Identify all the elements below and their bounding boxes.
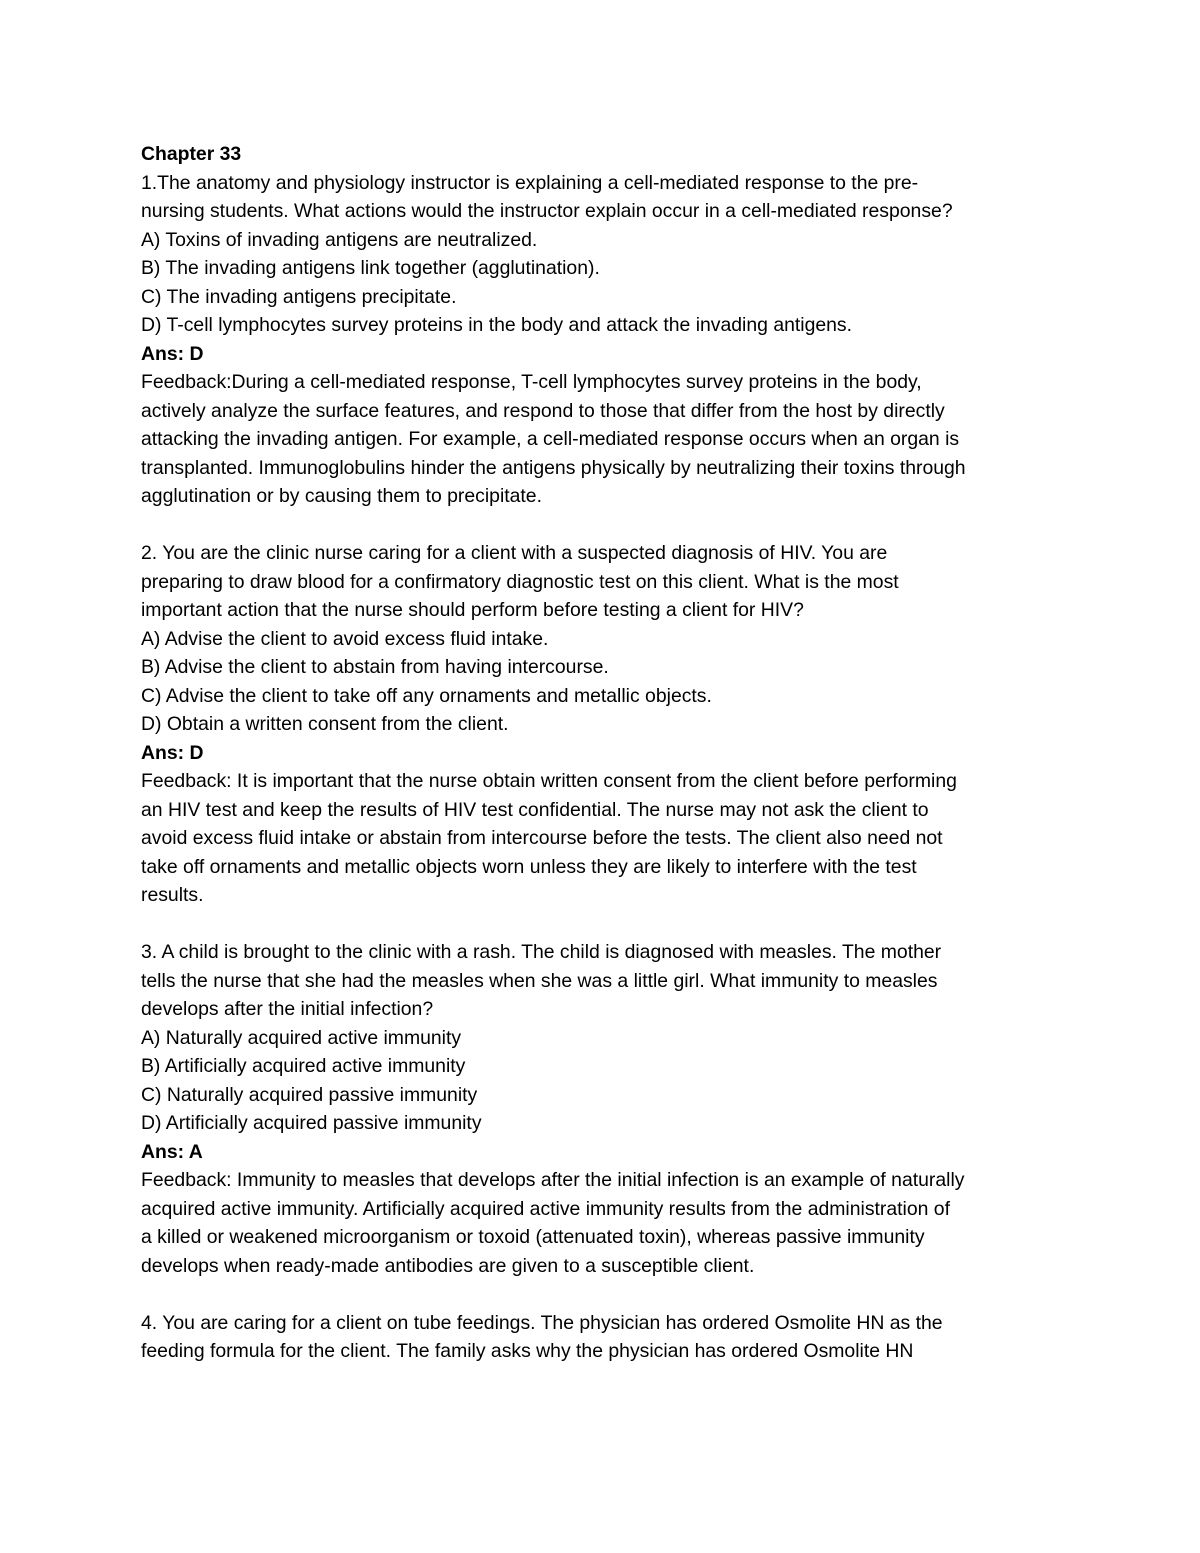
feedback-line: actively analyze the surface features, and respond to those that differ from the host by directly xyxy=(141,399,945,422)
question-stem-line: 3. A child is brought to the clinic with a rash. The child is diagnosed with measles. The mother xyxy=(141,941,942,963)
question-stem-line: 1.The anatomy and physiology instructor is explaining a cell-mediated response to the pre- xyxy=(141,171,919,194)
question-stem-line: important action that the nurse should perform before testing a client for HIV? xyxy=(141,599,804,621)
chapter-heading: Chapter 33 xyxy=(141,143,242,165)
question-2 xyxy=(141,539,1071,910)
answer-option-d: D) T-cell lymphocytes survey proteins in the body and attack the invading antigens. xyxy=(141,314,853,336)
answer-option-b: B) The invading antigens link together (agglutination). xyxy=(141,257,600,279)
answer-option-b: B) Artificially acquired active immunity xyxy=(141,1055,466,1077)
feedback-line: take off ornaments and metallic objects worn unless they are likely to interfere with the test xyxy=(141,855,917,878)
question-stem-line: feeding formula for the client. The family asks why the physician has ordered Osmolite HN xyxy=(141,1340,914,1362)
answer-option-d: D) Artificially acquired passive immunity xyxy=(141,1112,482,1134)
feedback-line: results. xyxy=(141,884,204,906)
feedback-line: agglutination or by causing them to precipitate. xyxy=(141,485,542,507)
answer-option-c: C) Naturally acquired passive immunity xyxy=(141,1083,478,1106)
paragraph-spacer xyxy=(141,511,1071,540)
question-1 xyxy=(141,169,1071,511)
question-stem-line: 4. You are caring for a client on tube feedings. The physician has ordered Osmolite HN as the xyxy=(141,1311,943,1334)
answer-option-a: A) Naturally acquired active immunity xyxy=(141,1026,462,1049)
feedback-line: avoid excess fluid intake or abstain from intercourse before the tests. The client also need not xyxy=(141,827,943,849)
question-stem-line: preparing to draw blood for a confirmatory diagnostic test on this client. What is the most xyxy=(141,570,899,593)
feedback-line: transplanted. Immunoglobulins hinder the antigens physically by neutralizing their toxins through xyxy=(141,456,966,479)
question-4 xyxy=(141,1309,1071,1366)
feedback-line: an HIV test and keep the results of HIV test confidential. The nurse may not ask the client to xyxy=(141,798,929,821)
question-stem-line: 2. You are the clinic nurse caring for a client with a suspected diagnosis of HIV. You are xyxy=(141,542,888,564)
feedback-line: Feedback: It is important that the nurse obtain written consent from the client before performing xyxy=(141,770,957,792)
question-stem-line: nursing students. What actions would the instructor explain occur in a cell-mediated response? xyxy=(141,200,953,222)
answer-option-a: A) Advise the client to avoid excess fluid intake. xyxy=(141,627,549,650)
answer-option-c: C) The invading antigens precipitate. xyxy=(141,285,457,308)
feedback-line: Feedback: Immunity to measles that develops after the initial infection is an example of naturally xyxy=(141,1169,965,1191)
paragraph-spacer xyxy=(141,1280,1071,1309)
feedback-line: a killed or weakened microorganism or toxoid (attenuated toxin), whereas passive immunity xyxy=(141,1226,925,1248)
answer-option-c: C) Advise the client to take off any ornaments and metallic objects. xyxy=(141,684,712,707)
feedback-line: develops when ready-made antibodies are given to a susceptible client. xyxy=(141,1254,755,1277)
answer-key: Ans: D xyxy=(141,741,204,764)
feedback-line: Feedback:During a cell-mediated response, T-cell lymphocytes survey proteins in the body, xyxy=(141,371,922,393)
answer-key: Ans: A xyxy=(141,1140,203,1163)
answer-option-d: D) Obtain a written consent from the client. xyxy=(141,713,509,735)
answer-option-a: A) Toxins of invading antigens are neutralized. xyxy=(141,228,538,251)
question-stem-line: tells the nurse that she had the measles when she was a little girl. What immunity to measles xyxy=(141,969,938,992)
document-page xyxy=(141,140,1071,1366)
answer-option-b: B) Advise the client to abstain from having intercourse. xyxy=(141,656,609,678)
feedback-line: attacking the invading antigen. For example, a cell-mediated response occurs when an organ is xyxy=(141,428,960,450)
question-stem-line: develops after the initial infection? xyxy=(141,998,434,1020)
answer-key: Ans: D xyxy=(141,342,204,365)
question-3 xyxy=(141,938,1071,1280)
feedback-line: acquired active immunity. Artificially acquired active immunity results from the administration of xyxy=(141,1197,950,1220)
paragraph-spacer xyxy=(141,910,1071,939)
